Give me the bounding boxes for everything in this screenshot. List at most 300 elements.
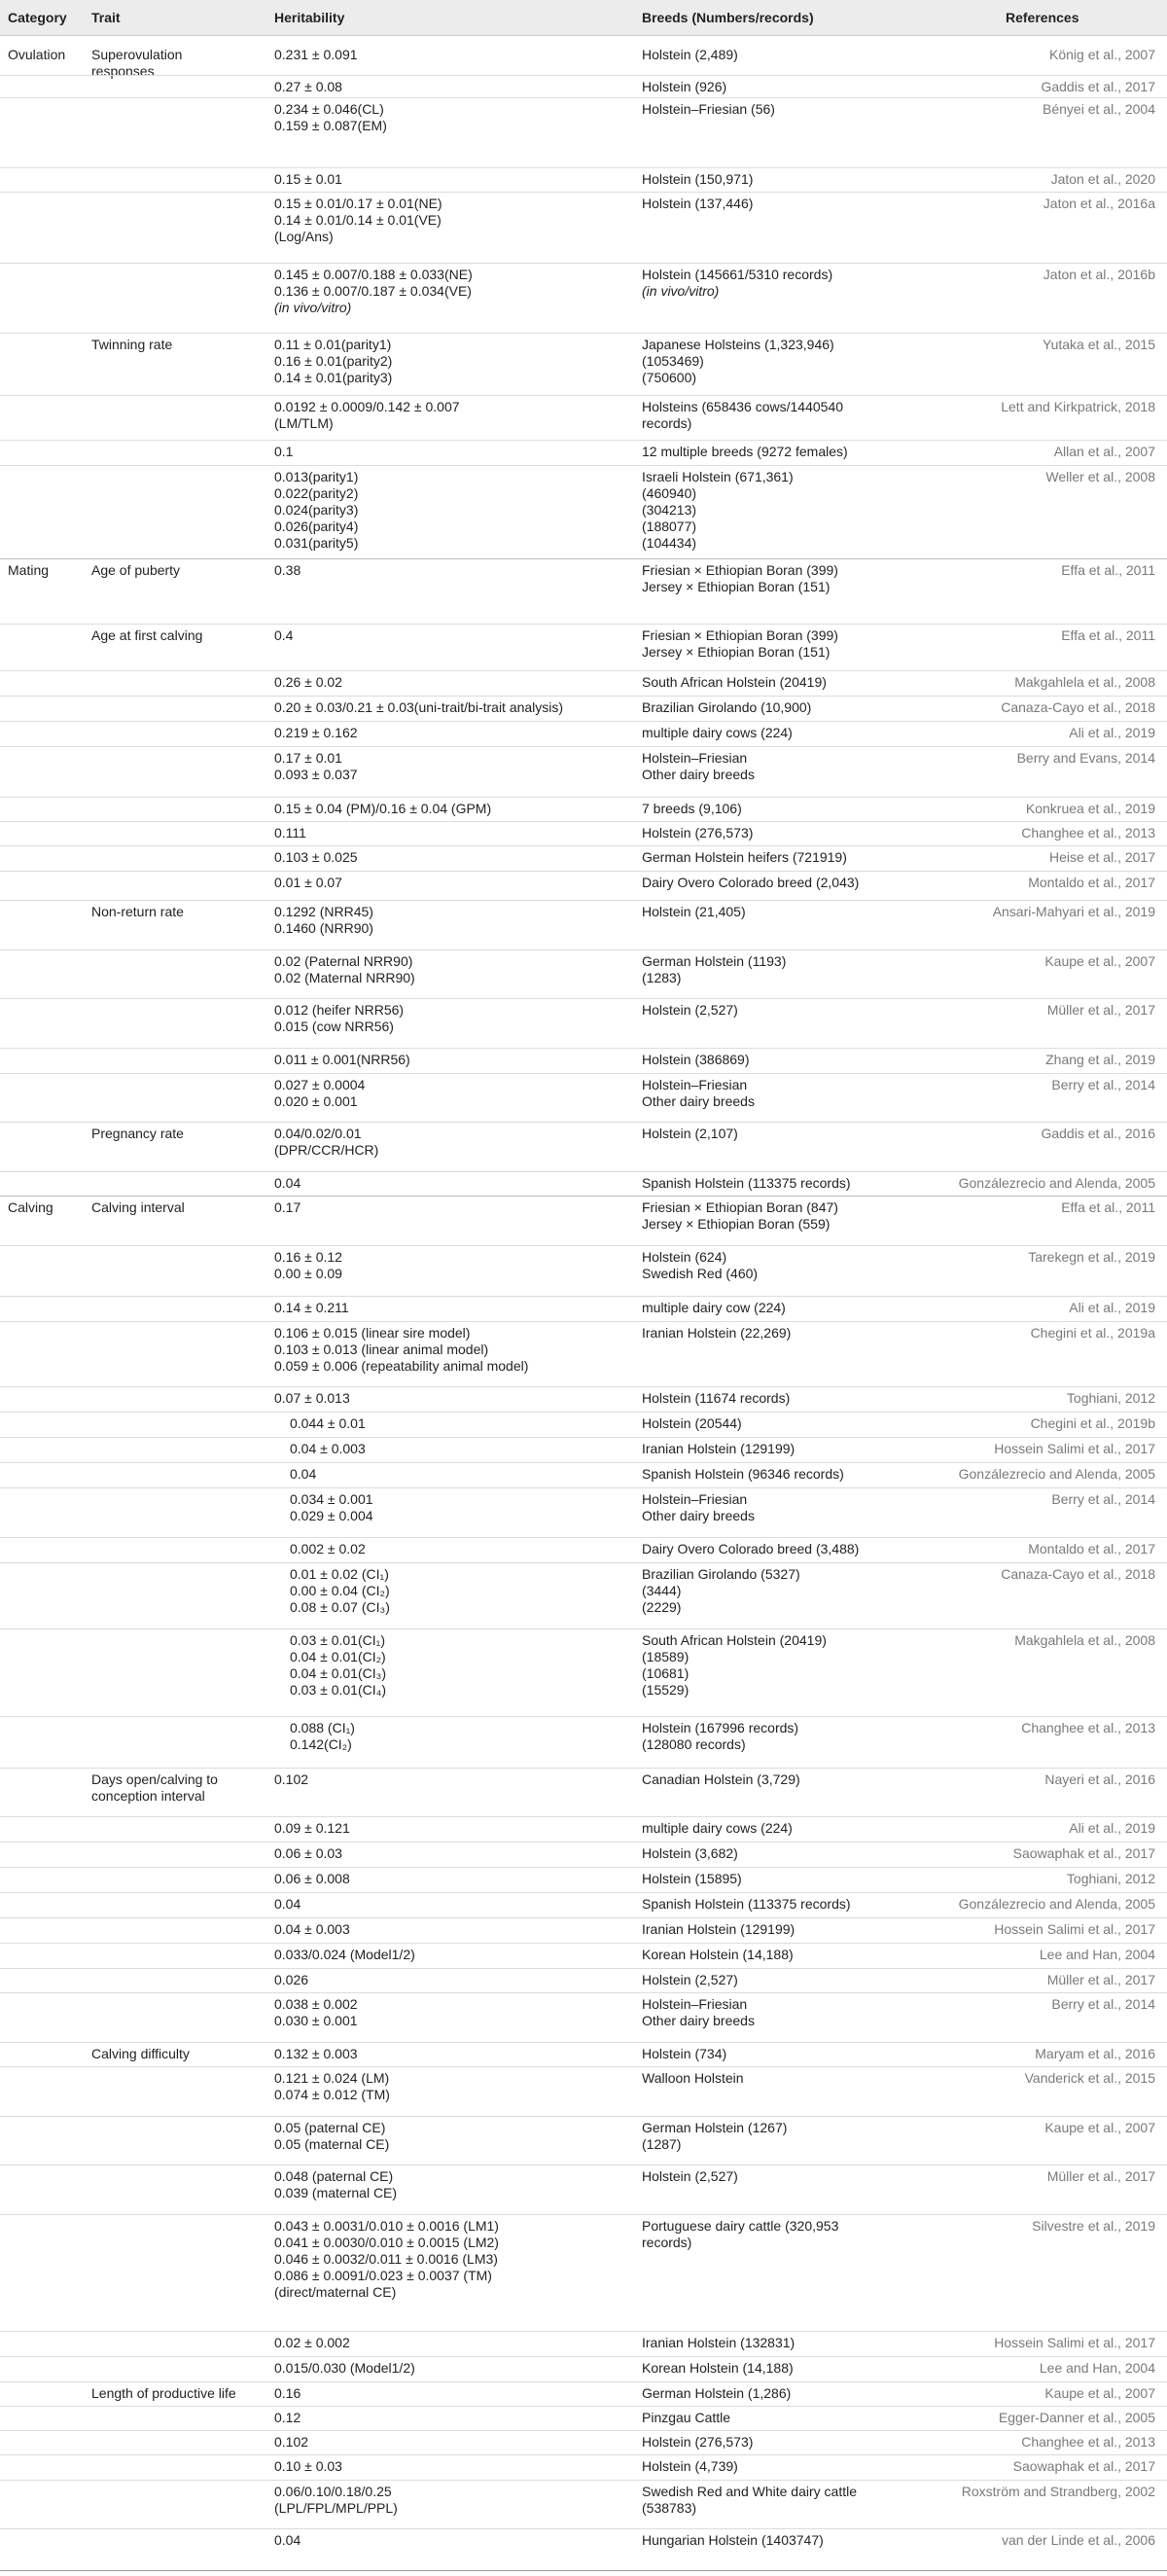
heritability-value: 0.06/0.10/0.18/0.25 — [274, 2484, 392, 2499]
reference-text: Changhee et al., 2013 — [1021, 2434, 1155, 2450]
trait-label: Superovulation — [91, 47, 183, 62]
breed-value: Holstein–Friesian — [642, 1077, 748, 1092]
reference-text: Yutaka et al., 2015 — [1043, 337, 1155, 352]
heritability-value: 0.16 ± 0.01(parity2) — [274, 353, 393, 369]
heritability-value: 0.26 ± 0.02 — [274, 674, 342, 690]
heritability-value: 0.14 ± 0.01/0.14 ± 0.01(VE) — [274, 212, 442, 228]
breed-value: Holstein–Friesian (56) — [642, 101, 775, 117]
row-divider — [0, 395, 1167, 396]
heritability-value: 0.121 ± 0.024 (LM) — [274, 2070, 390, 2086]
heritability-value: 0.011 ± 0.001(NRR56) — [274, 1052, 410, 1067]
reference-text: Zhang et al., 2019 — [1045, 1052, 1155, 1067]
row-divider — [0, 1196, 1167, 1197]
row-divider — [0, 97, 1167, 98]
header-heritability: Heritability — [274, 10, 345, 25]
heritability-value: 0.044 ± 0.01 — [290, 1415, 366, 1431]
heritability-value: 0.106 ± 0.015 (linear sire model) — [274, 1325, 471, 1341]
reference-text: Tarekegn et al., 2019 — [1028, 1249, 1155, 1265]
breed-value: German Holstein (1267) — [642, 2120, 788, 2135]
heritability-value: (LM/TLM) — [274, 415, 334, 431]
reference-text: Gonzálezrecio and Alenda, 2005 — [958, 1896, 1155, 1912]
row-divider — [0, 1412, 1167, 1413]
reference-text: Chegini et al., 2019b — [1030, 1415, 1155, 1431]
row-divider — [0, 333, 1167, 334]
breed-value: Walloon Holstein — [642, 2070, 744, 2086]
reference-text: Berry et al., 2014 — [1051, 1491, 1155, 1507]
reference-text: Ali et al., 2019 — [1069, 725, 1155, 740]
heritability-value: 0.4 — [274, 627, 294, 643]
heritability-value: 0.12 — [274, 2410, 301, 2425]
breed-value: (128080 records) — [642, 1736, 746, 1752]
row-divider — [0, 1048, 1167, 1049]
row-divider — [0, 558, 1167, 559]
row-divider — [0, 167, 1167, 168]
heritability-value: 0.086 ± 0.0091/0.023 ± 0.0037 (TM) — [274, 2268, 492, 2283]
breed-value: (18589) — [642, 1649, 690, 1664]
heritability-value: 0.1460 (NRR90) — [274, 920, 373, 936]
reference-text: Weller et al., 2008 — [1045, 469, 1155, 484]
row-divider — [0, 2042, 1167, 2043]
row-divider — [0, 721, 1167, 722]
breed-value: (104434) — [642, 535, 697, 551]
breed-value: 7 breeds (9,106) — [642, 801, 742, 816]
heritability-value: 0.04 — [290, 1466, 317, 1482]
reference-text: Changhee et al., 2013 — [1021, 1720, 1155, 1735]
breed-value: (15529) — [642, 1682, 690, 1698]
heritability-value: 0.06 ± 0.03 — [274, 1845, 342, 1861]
breed-value: German Holstein (1,286) — [642, 2385, 792, 2401]
heritability-value: 0.04 ± 0.01(CI₃) — [290, 1665, 386, 1681]
row-divider — [0, 998, 1167, 999]
heritability-value: 0.048 (paternal CE) — [274, 2168, 394, 2184]
heritability-value: 0.06 ± 0.008 — [274, 1871, 350, 1886]
heritability-value: 0.02 (Maternal NRR90) — [274, 970, 415, 985]
reference-text: Canaza-Cayo et al., 2018 — [1001, 1566, 1155, 1582]
breed-value: (460940) — [642, 485, 697, 501]
row-divider — [0, 670, 1167, 671]
reference-text: Gonzálezrecio and Alenda, 2005 — [958, 1175, 1155, 1191]
reference-text: Jaton et al., 2016a — [1043, 196, 1155, 211]
reference-text: Müller et al., 2017 — [1046, 1002, 1155, 1018]
row-divider — [0, 624, 1167, 625]
trait-label: Days open/calving to — [91, 1771, 218, 1787]
row-divider — [0, 797, 1167, 798]
reference-text: Nayeri et al., 2016 — [1044, 1771, 1155, 1787]
row-divider — [0, 75, 1167, 76]
heritability-value: 0.074 ± 0.012 (TM) — [274, 2087, 390, 2102]
row-divider — [0, 1768, 1167, 1769]
breed-value: Other dairy breeds — [642, 1508, 755, 1523]
row-divider — [0, 2066, 1167, 2067]
reference-text: Effa et al., 2011 — [1061, 1199, 1155, 1215]
heritability-value: 0.145 ± 0.007/0.188 ± 0.033(NE) — [274, 267, 473, 282]
heritability-value: 0.10 ± 0.03 — [274, 2458, 342, 2474]
heritability-value: 0.05 (maternal CE) — [274, 2136, 390, 2152]
heritability-value: 0.03 ± 0.01(CI₄) — [290, 1682, 386, 1698]
row-divider — [0, 1321, 1167, 1322]
category-mating: Mating — [8, 562, 50, 578]
trait-label: Length of productive life — [91, 2385, 236, 2401]
reference-text: Lee and Han, 2004 — [1039, 2360, 1155, 2376]
heritability-value: 0.17 ± 0.01 — [274, 750, 342, 766]
reference-text: Roxström and Strandberg, 2002 — [961, 2484, 1155, 2499]
heritability-value: 0.04 ± 0.003 — [274, 1921, 350, 1937]
table-header — [0, 0, 1167, 36]
reference-text: Jaton et al., 2020 — [1050, 171, 1155, 187]
trait-label: Non-return rate — [91, 904, 184, 919]
row-divider — [0, 2480, 1167, 2481]
breed-value: Korean Holstein (14,188) — [642, 2360, 794, 2376]
breed-value: Iranian Holstein (129199) — [642, 1441, 796, 1456]
reference-text: Effa et al., 2011 — [1061, 562, 1155, 578]
heritability-value: 0.015/0.030 (Model1/2) — [274, 2360, 415, 2376]
row-divider — [0, 746, 1167, 747]
heritability-value: 0.219 ± 0.162 — [274, 725, 358, 740]
breed-value: (188077) — [642, 519, 697, 534]
heritability-value: 0.07 ± 0.013 — [274, 1390, 350, 1406]
breed-value: Holstein (145661/5310 records) — [642, 267, 833, 282]
heritability-value: 0.20 ± 0.03/0.21 ± 0.03(uni-trait/bi-trait analysis) — [274, 699, 564, 715]
category-calving: Calving — [8, 1199, 53, 1215]
heritability-value: (direct/maternal CE) — [274, 2284, 397, 2300]
heritability-value: 0.14 ± 0.01(parity3) — [274, 370, 393, 385]
row-divider — [0, 1537, 1167, 1538]
heritability-value: 0.01 ± 0.07 — [274, 875, 342, 890]
breed-value: South African Holstein (20419) — [642, 1632, 827, 1648]
heritability-value: 0.231 ± 0.091 — [274, 47, 358, 62]
heritability-value: 0.17 — [274, 1199, 301, 1215]
row-divider — [0, 1842, 1167, 1843]
reference-text: Müller et al., 2017 — [1046, 2168, 1155, 2184]
heritability-value: 0.00 ± 0.09 — [274, 1266, 342, 1281]
breed-value: Swedish Red and White dairy cattle — [642, 2484, 857, 2499]
reference-text: Makgahlela et al., 2008 — [1014, 1632, 1155, 1648]
breed-value: Holstein (2,489) — [642, 47, 738, 62]
heritability-value: 0.09 ± 0.121 — [274, 1820, 350, 1836]
heritability-value: 0.04 ± 0.01(CI₂) — [290, 1649, 386, 1664]
heritability-value: 0.020 ± 0.001 — [274, 1093, 358, 1109]
row-divider — [0, 821, 1167, 822]
row-divider — [0, 1462, 1167, 1463]
reference-text: van der Linde et al., 2006 — [1001, 2532, 1155, 2548]
breed-value: (2229) — [642, 1599, 682, 1615]
reference-text: Makgahlela et al., 2008 — [1014, 674, 1155, 690]
heritability-value: 0.132 ± 0.003 — [274, 2046, 358, 2061]
heritability-value: 0.093 ± 0.037 — [274, 767, 358, 782]
row-divider — [0, 845, 1167, 846]
row-divider — [0, 1628, 1167, 1629]
breed-value: Brazilian Girolando (5327) — [642, 1566, 800, 1582]
breed-value: Iranian Holstein (129199) — [642, 1921, 796, 1937]
breed-value: Holstein (2,527) — [642, 2168, 738, 2184]
breed-value: Dairy Overo Colorado breed (2,043) — [642, 875, 860, 890]
trait-label: responses — [91, 63, 155, 79]
reference-text: Kaupe et al., 2007 — [1044, 953, 1155, 969]
row-divider — [0, 871, 1167, 872]
reference-text: Allan et al., 2007 — [1053, 444, 1155, 459]
heritability-value: 0.012 (heifer NRR56) — [274, 1002, 405, 1018]
breed-value: German Holstein (1193) — [642, 953, 787, 969]
heritability-value: 0.08 ± 0.07 (CI₃) — [290, 1599, 390, 1615]
breed-value: Jersey × Ethiopian Boran (151) — [642, 579, 831, 594]
heritability-value: 0.088 (CI₁) — [290, 1720, 355, 1735]
reference-text: Silvestre et al., 2019 — [1032, 2218, 1155, 2234]
breed-value: Friesian × Ethiopian Boran (399) — [642, 627, 838, 643]
heritability-value: 0.04 — [274, 2532, 301, 2548]
breed-value: Spanish Holstein (113375 records) — [642, 1896, 851, 1912]
reference-text: Toghiani, 2012 — [1066, 1390, 1155, 1406]
row-divider — [0, 1437, 1167, 1438]
reference-text: Lee and Han, 2004 — [1039, 1947, 1155, 1962]
heritability-value: 0.00 ± 0.04 (CI₂) — [290, 1583, 390, 1598]
breed-value: Holstein (386869) — [642, 1052, 750, 1067]
row-divider — [0, 1943, 1167, 1944]
breed-value: Holstein (2,527) — [642, 1972, 738, 1987]
reference-text: Kaupe et al., 2007 — [1044, 2385, 1155, 2401]
breed-value: Israeli Holstein (671,361) — [642, 469, 794, 484]
reference-text: Ali et al., 2019 — [1069, 1300, 1155, 1315]
category-ovulation: Ovulation — [8, 47, 66, 62]
heritability-value: 0.022(parity2) — [274, 485, 359, 501]
row-divider — [0, 2116, 1167, 2117]
reference-text: Toghiani, 2012 — [1066, 1871, 1155, 1886]
row-divider — [0, 2214, 1167, 2215]
heritability-value: 0.03 ± 0.01(CI₁) — [290, 1632, 386, 1648]
heritability-value: 0.16 — [274, 2385, 301, 2401]
breed-value: Holstein–Friesian — [642, 1996, 748, 2012]
heritability-value: 0.04 ± 0.003 — [290, 1441, 366, 1456]
heritability-value: 0.059 ± 0.006 (repeatability animal model) — [274, 1358, 529, 1374]
heritability-value: 0.14 ± 0.211 — [274, 1300, 349, 1315]
reference-text: Berry et al., 2014 — [1051, 1077, 1155, 1092]
reference-text: Gonzálezrecio and Alenda, 2005 — [958, 1466, 1155, 1482]
breed-value: (750600) — [642, 370, 697, 385]
breed-value: Friesian × Ethiopian Boran (847) — [642, 1199, 838, 1215]
heritability-value: 0.0192 ± 0.0009/0.142 ± 0.007 — [274, 399, 460, 414]
heritability-value: 0.103 ± 0.013 (linear animal model) — [274, 1342, 489, 1357]
heritability-value: 0.1292 (NRR45) — [274, 904, 373, 919]
row-divider — [0, 2406, 1167, 2407]
heritability-value: 0.038 ± 0.002 — [274, 1996, 358, 2012]
heritability-value: 0.026(parity4) — [274, 519, 359, 534]
breed-value: (1287) — [642, 2136, 682, 2152]
heritability-value: 0.039 (maternal CE) — [274, 2185, 398, 2200]
heritability-value: 0.27 ± 0.08 — [274, 79, 342, 94]
breed-value: (1283) — [642, 970, 682, 985]
trait-label: Calving difficulty — [91, 2046, 190, 2061]
heritability-value: 0.15 ± 0.01 — [274, 171, 342, 187]
trait-label: Age at first calving — [91, 627, 203, 643]
reference-text: Hossein Salimi et al., 2017 — [994, 2335, 1155, 2350]
breed-value: Holstein (734) — [642, 2046, 727, 2061]
breed-value: Brazilian Girolando (10,900) — [642, 699, 812, 715]
reference-text: Berry and Evans, 2014 — [1016, 750, 1155, 766]
row-divider — [0, 1992, 1167, 1993]
row-divider — [0, 1968, 1167, 1969]
breed-value: Holstein (21,405) — [642, 904, 746, 919]
row-divider — [0, 2331, 1167, 2332]
heritability-value: 0.103 ± 0.025 — [274, 849, 358, 865]
row-divider — [0, 2430, 1167, 2431]
breed-value: 12 multiple breeds (9272 females) — [642, 444, 848, 459]
heritability-value: 0.043 ± 0.0031/0.010 ± 0.0016 (LM1) — [274, 2218, 499, 2234]
heritability-value: 0.002 ± 0.02 — [290, 1541, 366, 1556]
breed-value: (10681) — [642, 1665, 690, 1681]
heritability-value: 0.16 ± 0.12 — [274, 1249, 342, 1265]
breed-value: Other dairy breeds — [642, 1093, 755, 1109]
breed-value: Canadian Holstein (3,729) — [642, 1771, 800, 1787]
breed-value: Iranian Holstein (132831) — [642, 2335, 796, 2350]
breed-value: German Holstein heifers (721919) — [642, 849, 847, 865]
breed-value: Jersey × Ethiopian Boran (559) — [642, 1216, 831, 1232]
heritability-value: 0.026 — [274, 1972, 309, 1987]
reference-text: Bényei et al., 2004 — [1043, 101, 1155, 117]
row-divider — [0, 1892, 1167, 1893]
heritability-value: 0.04 — [274, 1896, 301, 1912]
reference-text: Montaldo et al., 2017 — [1028, 875, 1155, 890]
reference-text: König et al., 2007 — [1049, 47, 1155, 62]
header-trait: Trait — [91, 10, 121, 25]
reference-text: Saowaphak et al., 2017 — [1012, 2458, 1155, 2474]
breed-value: Holstein (167996 records) — [642, 1720, 799, 1735]
heritability-value: 0.05 (paternal CE) — [274, 2120, 386, 2135]
reference-text: Müller et al., 2017 — [1046, 1972, 1155, 1987]
heritability-value: 0.034 ± 0.001 — [290, 1491, 373, 1507]
breed-value: Swedish Red (460) — [642, 1266, 759, 1281]
breed-value: Spanish Holstein (113375 records) — [642, 1175, 851, 1191]
breed-value: Spanish Holstein (96346 records) — [642, 1466, 844, 1482]
breed-value: Portuguese dairy cattle (320,953 — [642, 2218, 839, 2234]
row-divider — [0, 1562, 1167, 1563]
row-divider — [0, 2528, 1167, 2529]
heritability-value: 0.031(parity5) — [274, 535, 359, 551]
breed-value: records) — [642, 2235, 692, 2250]
breed-value: Dairy Overo Colorado breed (3,488) — [642, 1541, 860, 1556]
breed-value: Holstein (3,682) — [642, 1845, 738, 1861]
breed-value: multiple dairy cows (224) — [642, 725, 793, 740]
breed-value: Holstein (20544) — [642, 1415, 742, 1431]
breed-value: Hungarian Holstein (1403747) — [642, 2532, 824, 2548]
row-divider — [0, 1867, 1167, 1868]
heritability-value: 0.159 ± 0.087(EM) — [274, 118, 387, 133]
breed-value: Friesian × Ethiopian Boran (399) — [642, 562, 838, 578]
row-divider — [0, 1487, 1167, 1488]
breed-value: Holstein (150,971) — [642, 171, 754, 187]
heritability-value: 0.38 — [274, 562, 301, 578]
reference-text: Effa et al., 2011 — [1061, 627, 1155, 643]
row-divider — [0, 1716, 1167, 1717]
breed-value: (538783) — [642, 2500, 697, 2516]
breed-value: Holstein (11674 records) — [642, 1390, 791, 1406]
heritability-value: 0.04 — [274, 1175, 301, 1191]
row-divider — [0, 440, 1167, 441]
heritability-value: 0.046 ± 0.0032/0.011 ± 0.0016 (LM3) — [274, 2251, 498, 2267]
row-divider — [0, 2381, 1167, 2382]
breed-value: Holstein (137,446) — [642, 196, 754, 211]
heritability-value: 0.15 ± 0.01/0.17 ± 0.01(NE) — [274, 196, 442, 211]
row-divider — [0, 465, 1167, 466]
reference-text: Kaupe et al., 2007 — [1044, 2120, 1155, 2135]
breed-value: Holstein (2,107) — [642, 1126, 738, 1141]
heritability-value: (in vivo/vitro) — [274, 300, 352, 315]
breed-value: multiple dairy cow (224) — [642, 1300, 786, 1315]
heritability-value: 0.027 ± 0.0004 — [274, 1077, 366, 1092]
reference-text: Hossein Salimi et al., 2017 — [994, 1441, 1155, 1456]
heritability-value: 0.024(parity3) — [274, 502, 359, 518]
reference-text: Maryam et al., 2016 — [1035, 2046, 1155, 2061]
trait-label: Calving interval — [91, 1199, 185, 1215]
header-references: References — [1006, 10, 1079, 25]
reference-text: Konkruea et al., 2019 — [1025, 801, 1155, 816]
heritability-value: 0.030 ± 0.001 — [274, 2013, 358, 2028]
reference-text: Canaza-Cayo et al., 2018 — [1001, 699, 1155, 715]
reference-text: Vanderick et al., 2015 — [1024, 2070, 1155, 2086]
breed-value: Jersey × Ethiopian Boran (151) — [642, 644, 831, 660]
reference-text: Berry et al., 2014 — [1051, 1996, 1155, 2012]
breed-value: Holstein–Friesian — [642, 1491, 748, 1507]
reference-text: Saowaphak et al., 2017 — [1012, 1845, 1155, 1861]
reference-text: Changhee et al., 2013 — [1021, 825, 1155, 841]
heritability-value: 0.15 ± 0.04 (PM)/0.16 ± 0.04 (GPM) — [274, 801, 492, 816]
breed-value: multiple dairy cows (224) — [642, 1820, 793, 1836]
row-divider — [0, 1386, 1167, 1387]
breed-value: Holstein (4,739) — [642, 2458, 738, 2474]
trait-label: Age of puberty — [91, 562, 181, 578]
breed-value: (in vivo/vitro) — [642, 283, 720, 299]
reference-text: Egger-Danner et al., 2005 — [998, 2410, 1155, 2425]
heritability-value: 0.11 ± 0.01(parity1) — [274, 337, 392, 352]
breed-value: Holstein (926) — [642, 79, 727, 94]
table-bottom-rule — [0, 2570, 1167, 2571]
breed-value: Other dairy breeds — [642, 2013, 755, 2028]
row-divider — [0, 1122, 1167, 1123]
heritability-value: 0.02 ± 0.002 — [274, 2335, 350, 2350]
row-divider — [0, 2356, 1167, 2357]
heritability-value: 0.015 (cow NRR56) — [274, 1019, 394, 1034]
breed-value: Japanese Holsteins (1,323,946) — [642, 337, 834, 352]
reference-text: Gaddis et al., 2017 — [1041, 79, 1155, 94]
breed-value: records) — [642, 415, 692, 431]
breed-value: Holstein (276,573) — [642, 2434, 754, 2450]
breed-value: Other dairy breeds — [642, 767, 755, 782]
breed-value: Iranian Holstein (22,269) — [642, 1325, 792, 1341]
heritability-value: 0.033/0.024 (Model1/2) — [274, 1947, 415, 1962]
heritability-value: 0.111 — [274, 825, 306, 841]
row-divider — [0, 1073, 1167, 1074]
breed-value: South African Holstein (20419) — [642, 674, 827, 690]
breed-value: Holsteins (658436 cows/1440540 — [642, 399, 844, 414]
trait-label: Pregnancy rate — [91, 1126, 184, 1141]
breed-value: Holstein (2,527) — [642, 1002, 738, 1018]
breed-value: Holstein–Friesian — [642, 750, 748, 766]
heritability-value: 0.136 ± 0.007/0.187 ± 0.034(VE) — [274, 283, 472, 299]
row-divider — [0, 949, 1167, 950]
breed-value: (1053469) — [642, 353, 704, 369]
row-divider — [0, 1245, 1167, 1246]
reference-text: Ali et al., 2019 — [1069, 1820, 1155, 1836]
breed-value: Pinzgau Cattle — [642, 2410, 731, 2425]
heritability-value: 0.1 — [274, 444, 294, 459]
heritability-value: (DPR/CCR/HCR) — [274, 1142, 379, 1158]
breed-value: Holstein (276,573) — [642, 825, 754, 841]
breed-value: Holstein (624) — [642, 1249, 727, 1265]
row-divider — [0, 263, 1167, 264]
trait-label: conception interval — [91, 1788, 205, 1804]
row-divider — [0, 696, 1167, 697]
reference-text: Ansari-Mahyari et al., 2019 — [992, 904, 1155, 919]
row-divider — [0, 900, 1167, 901]
heritability-value: 0.013(parity1) — [274, 469, 359, 484]
